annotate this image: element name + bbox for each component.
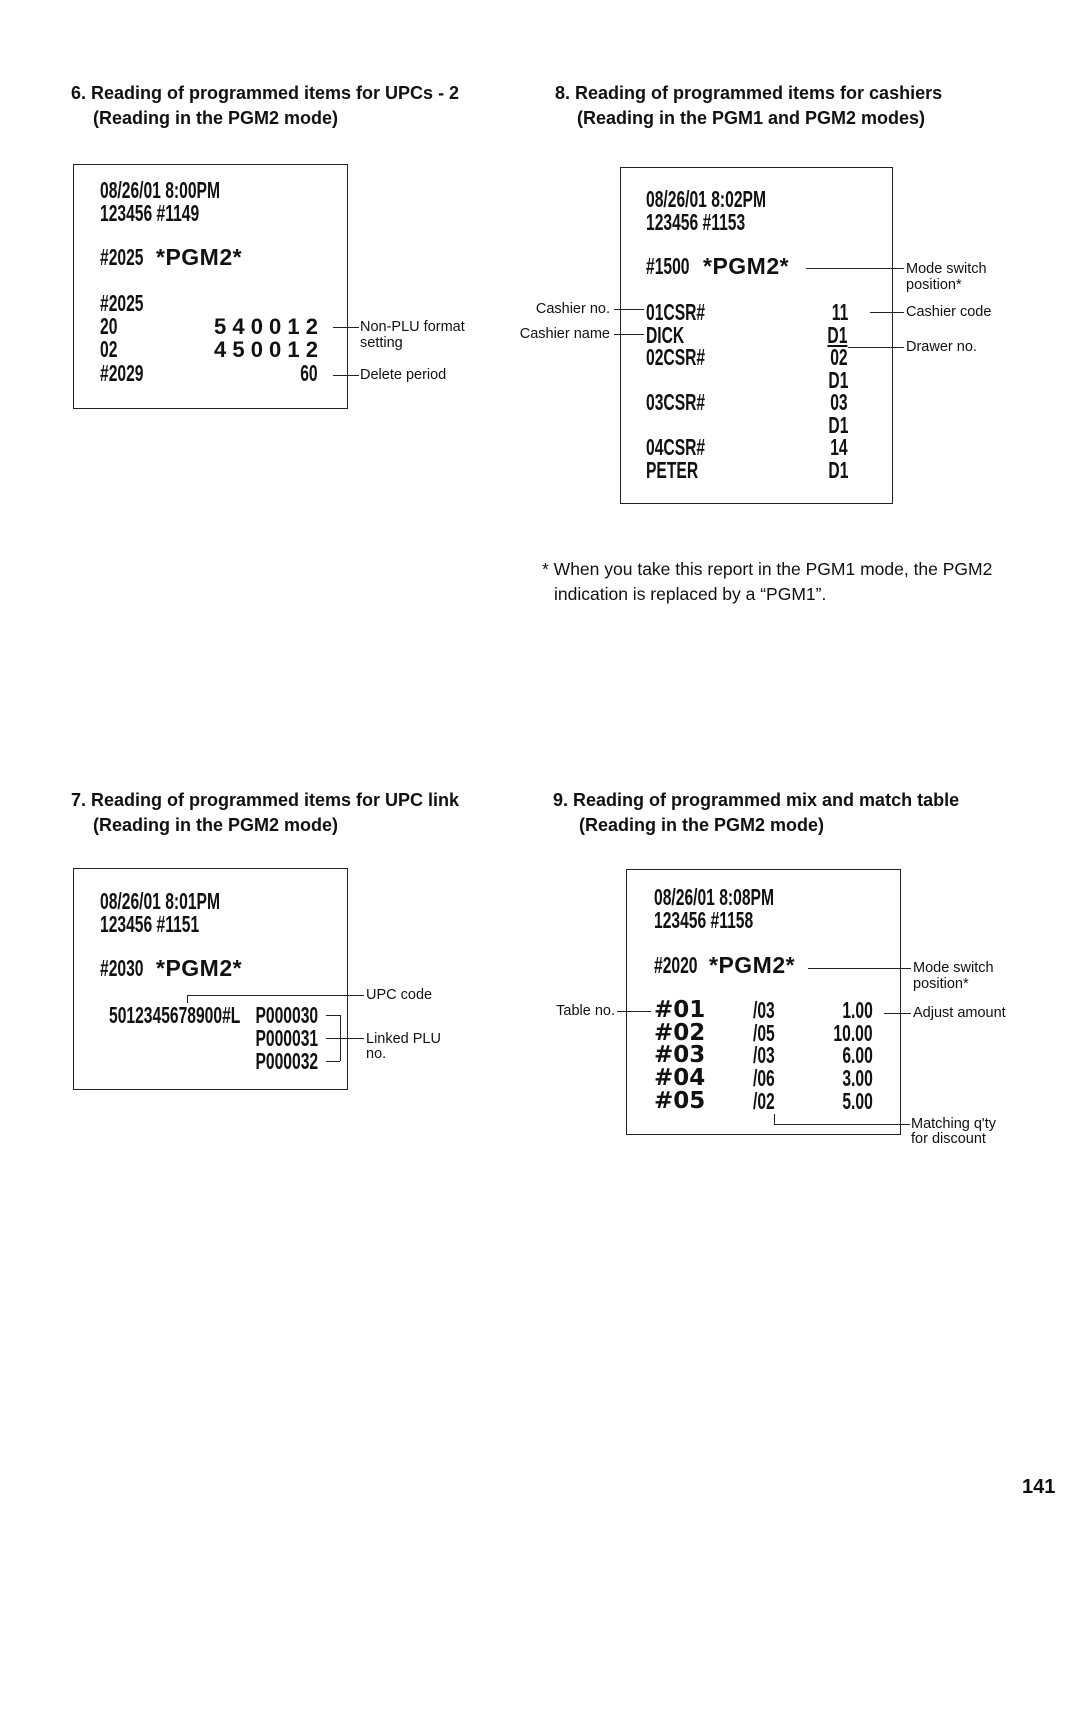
matching-qty: /03 bbox=[753, 997, 775, 1023]
receipt-number: 123456 #1153 bbox=[646, 209, 746, 235]
footnote-line: * When you take this report in the PGM1 mode, the PGM2 bbox=[542, 559, 993, 579]
callout-label: Cashier no. bbox=[535, 301, 610, 317]
nonplu-value: 4 5 0 0 1 2 bbox=[214, 337, 318, 362]
callout-label: UPC code bbox=[366, 987, 433, 1003]
linked-plu: P000030 bbox=[255, 1002, 318, 1028]
receipt-date: 08/26/01 8:08PM bbox=[654, 884, 774, 910]
cashier-row-label: 01CSR# bbox=[646, 299, 706, 325]
receipt-date: 08/26/01 8:02PM bbox=[646, 186, 766, 212]
callout-label: Linked PLU bbox=[366, 1031, 441, 1047]
callout-line bbox=[774, 1114, 775, 1124]
cashier-row-label: DICK bbox=[646, 321, 685, 348]
callout-line bbox=[806, 268, 904, 269]
page-number: 141 bbox=[1022, 1476, 1056, 1498]
heading-line: 8. Reading of programmed items for cashiers bbox=[555, 83, 943, 103]
mode-indicator: *PGM2* bbox=[703, 253, 790, 279]
adjust-amount: 10.00 bbox=[833, 1019, 873, 1046]
matching-qty: /02 bbox=[753, 1087, 775, 1114]
callout-label: position* bbox=[913, 976, 969, 992]
matching-qty: /03 bbox=[753, 1042, 775, 1069]
matching-qty: /05 bbox=[753, 1019, 775, 1046]
heading-subline: (Reading in the PGM2 mode) bbox=[579, 815, 825, 835]
callout-line bbox=[870, 312, 904, 313]
cashier-row-label: PETER bbox=[646, 456, 699, 483]
section-7-heading bbox=[71, 788, 459, 838]
callout-line bbox=[187, 995, 188, 1003]
heading-line: 6. Reading of programmed items for UPCs - 2 bbox=[71, 83, 460, 103]
cashier-row-value: D1 bbox=[828, 366, 848, 393]
cashier-row-value: 02 bbox=[830, 344, 848, 370]
callout-line bbox=[326, 1015, 340, 1016]
section-9-heading bbox=[553, 788, 959, 838]
callout-label: Delete period bbox=[360, 367, 447, 383]
callout-label: setting bbox=[360, 335, 403, 351]
callout-label: Mode switch bbox=[913, 960, 994, 976]
callout-line bbox=[187, 995, 364, 996]
nonplu-value: 5 4 0 0 1 2 bbox=[214, 314, 318, 339]
receipt-code: #1500 bbox=[646, 253, 690, 279]
matching-qty: /06 bbox=[753, 1065, 775, 1092]
adjust-amount: 3.00 bbox=[842, 1065, 873, 1092]
callout-line bbox=[614, 334, 644, 335]
footnote-line: indication is replaced by a “PGM1”. bbox=[554, 584, 827, 604]
callout-line bbox=[774, 1124, 910, 1125]
callout-line bbox=[326, 1038, 364, 1039]
callout-label: Matching q'ty bbox=[911, 1116, 996, 1132]
callout-line bbox=[333, 327, 359, 328]
receipt-number: 123456 #1149 bbox=[100, 200, 200, 226]
receipt-line: 02 bbox=[100, 336, 118, 362]
callout-label: Non-PLU format bbox=[360, 319, 465, 335]
callout-label: for discount bbox=[911, 1131, 986, 1147]
cashier-row-value: D1 bbox=[827, 321, 847, 348]
receipt-date: 08/26/01 8:01PM bbox=[100, 888, 220, 914]
linked-plu: P000032 bbox=[255, 1048, 318, 1074]
cashier-row-value: D1 bbox=[828, 456, 848, 483]
callout-label: no. bbox=[366, 1046, 387, 1062]
adjust-amount: 1.00 bbox=[842, 997, 873, 1023]
footnote bbox=[542, 557, 992, 607]
mode-indicator: *PGM2* bbox=[709, 952, 796, 978]
callout-label: Cashier name bbox=[519, 326, 610, 342]
table-no: #04 bbox=[654, 1065, 706, 1092]
section-6-heading bbox=[71, 81, 459, 131]
cashier-row-value: D1 bbox=[828, 411, 848, 438]
receipt-code: #2030 bbox=[100, 955, 144, 981]
cashier-row-label: 04CSR# bbox=[646, 434, 706, 460]
receipt-date: 08/26/01 8:00PM bbox=[100, 177, 220, 203]
callout-label: Adjust amount bbox=[913, 1005, 1006, 1021]
cashier-row-value: 11 bbox=[831, 299, 848, 325]
delete-period-value: 60 bbox=[300, 360, 318, 386]
upc-code: 5012345678900#L bbox=[109, 1002, 241, 1028]
mode-indicator: *PGM2* bbox=[156, 244, 243, 270]
adjust-amount: 6.00 bbox=[842, 1042, 873, 1069]
table-no: #05 bbox=[654, 1087, 706, 1114]
receipt-code: #2025 bbox=[100, 244, 144, 270]
heading-line: 9. Reading of programmed mix and match table bbox=[553, 790, 960, 810]
table-no: #03 bbox=[654, 1042, 706, 1069]
heading-subline: (Reading in the PGM2 mode) bbox=[93, 815, 339, 835]
cashier-row-value: 03 bbox=[830, 389, 848, 415]
callout-label: position* bbox=[906, 277, 962, 293]
callout-line bbox=[614, 309, 644, 310]
cashier-row-value: 14 bbox=[830, 434, 848, 460]
section-8-heading bbox=[555, 81, 942, 131]
callout-line bbox=[333, 375, 359, 376]
heading-line: 7. Reading of programmed items for UPC link bbox=[71, 790, 460, 810]
receipt-line: #2025 bbox=[100, 290, 144, 316]
receipt-line: #2029 bbox=[100, 360, 144, 386]
callout-line bbox=[848, 347, 904, 348]
callout-label: Cashier code bbox=[906, 304, 992, 320]
mode-indicator: *PGM2* bbox=[156, 955, 243, 981]
cashier-row-label: 03CSR# bbox=[646, 389, 706, 415]
callout-line bbox=[617, 1011, 651, 1012]
table-no: #01 bbox=[654, 997, 706, 1023]
receipt-line: 20 bbox=[100, 313, 118, 339]
callout-line bbox=[340, 1015, 341, 1061]
callout-label: Drawer no. bbox=[906, 339, 977, 355]
callout-label: Mode switch bbox=[906, 261, 987, 277]
receipt-number: 123456 #1151 bbox=[100, 911, 200, 937]
table-no: #02 bbox=[654, 1019, 706, 1046]
callout-line bbox=[884, 1013, 911, 1014]
heading-subline: (Reading in the PGM2 mode) bbox=[93, 108, 339, 128]
cashier-row-label: 02CSR# bbox=[646, 344, 706, 370]
callout-line bbox=[808, 968, 911, 969]
receipt-number: 123456 #1158 bbox=[654, 907, 754, 933]
receipt-code: #2020 bbox=[654, 952, 698, 978]
callout-line bbox=[326, 1061, 340, 1062]
callout-label: Table no. bbox=[556, 1003, 615, 1019]
linked-plu: P000031 bbox=[255, 1025, 318, 1051]
heading-subline: (Reading in the PGM1 and PGM2 modes) bbox=[577, 108, 926, 128]
adjust-amount: 5.00 bbox=[842, 1087, 873, 1114]
